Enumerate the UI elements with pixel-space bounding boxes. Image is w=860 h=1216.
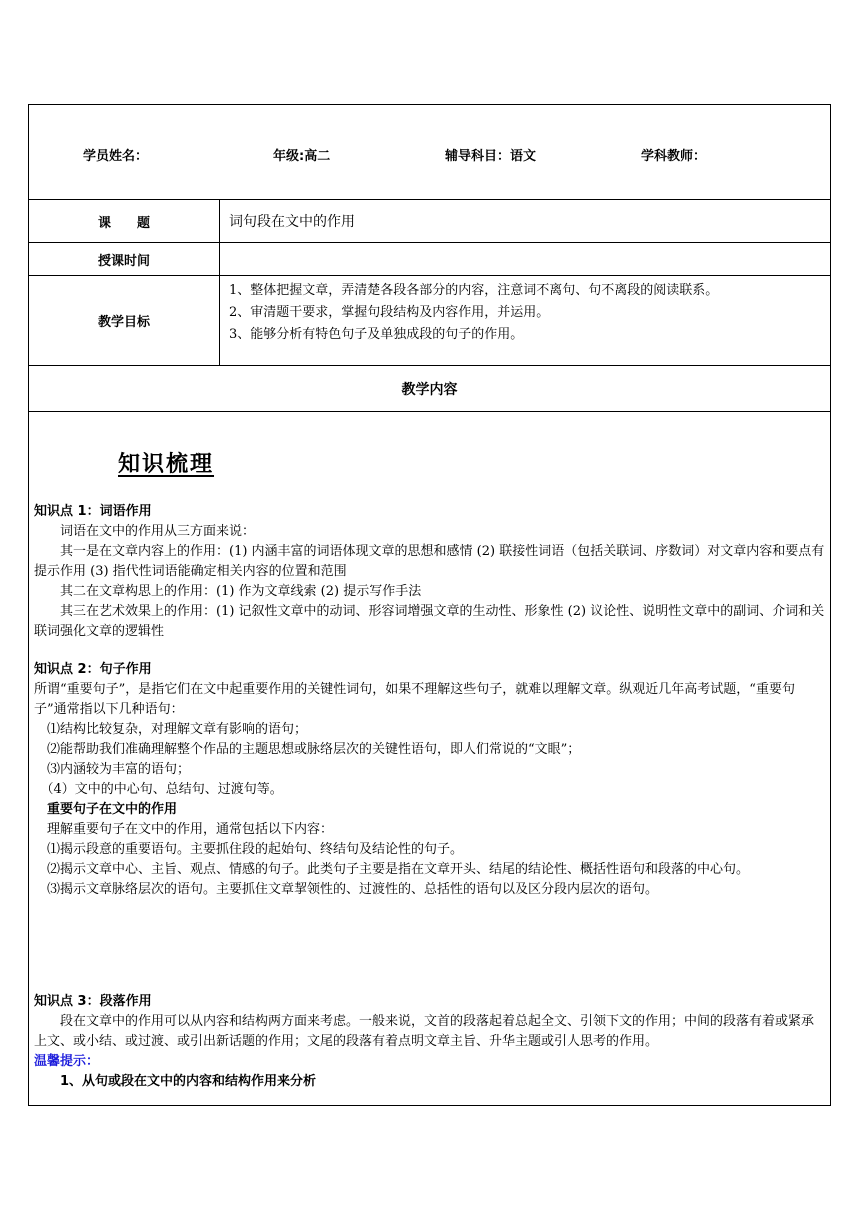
teacher-label: 学科教师：	[641, 149, 707, 164]
knowledge-point-1	[34, 502, 825, 642]
time-value	[220, 243, 830, 275]
paragraph: 其二在文章构思上的作用：(1) 作为文章线索 (2) 提示写作手法	[34, 584, 422, 599]
paragraph: ⑴结构比较复杂，对理解文章有影响的语句；	[34, 722, 308, 737]
content-header: 教学内容	[29, 366, 830, 412]
knowledge-point-3	[34, 992, 825, 1092]
paragraph: 段在文章中的作用可以从内容和结构两方面来考虑。一般来说，文首的段落起着总起全文、引领下文的作用；中间的段落有着或紧承上文、或小结、或过渡、或引出新话题的作用；文尾的段落有着点明文章主旨、升华主题或引人思考的作用。	[34, 1014, 815, 1049]
k1-heading: 知识点 1：词语作用	[34, 504, 152, 519]
knowledge-point-2	[34, 660, 825, 900]
k2-subheading: 重要句子在文中的作用	[34, 802, 178, 817]
section-title: 知识梳理	[118, 451, 215, 477]
time-label: 授课时间	[29, 243, 220, 275]
lesson-sheet	[28, 104, 831, 1106]
paragraph: ⑴揭示段意的重要语句。主要抓住段的起始句、终结句及结论性的句子。	[34, 842, 464, 857]
paragraph: ⑵揭示文章中心、主旨、观点、情感的句子。此类句子主要是指在文章开头、结尾的结论性、概括性语句和段落的中心句。	[34, 862, 750, 877]
paragraph: 其三在艺术效果上的作用：(1) 记叙性文章中的动词、形容词增强文章的生动性、形象性 (2) 议论性、说明性文章中的副词、介词和关联词强化文章的逻辑性	[34, 604, 825, 639]
content-body	[29, 412, 830, 1105]
paragraph: 词语在文中的作用从三方面来说：	[34, 524, 256, 539]
goal-item: 2、审清题干要求，掌握句段结构及内容作用，并运用。	[229, 305, 550, 320]
paragraph: 理解重要句子在文中的作用，通常包括以下内容：	[34, 822, 334, 837]
tip-line: 1、从句或段在文中的内容和结构作用来分析	[34, 1074, 317, 1089]
goal-list	[220, 276, 830, 365]
topic-row	[29, 200, 830, 243]
grade-label: 年级:高二	[273, 149, 331, 164]
topic-value: 词句段在文中的作用	[229, 214, 355, 230]
header-row	[29, 105, 830, 200]
paragraph: （4）文中的中心句、总结句、过渡句等。	[34, 782, 283, 797]
paragraph: ⑶内涵较为丰富的语句；	[34, 762, 191, 777]
k2-heading: 知识点 2：句子作用	[34, 662, 152, 677]
student-name-label: 学员姓名：	[83, 149, 149, 164]
goal-row	[29, 276, 830, 366]
paragraph: ⑶揭示文章脉络层次的语句。主要抓住文章挈领性的、过渡性的、总括性的语句以及区分段内层次的语句。	[34, 882, 659, 897]
k3-heading: 知识点 3：段落作用	[34, 994, 152, 1009]
subject-label: 辅导科目：语文	[445, 149, 537, 164]
topic-label: 课 题	[29, 200, 220, 242]
goal-item: 1、整体把握文章，弄清楚各段各部分的内容，注意词不离句、句不离段的阅读联系。	[229, 283, 719, 298]
tip-label: 温馨提示：	[34, 1054, 100, 1069]
paragraph: 所谓“重要句子”，是指它们在文中起重要作用的关键性词句，如果不理解这些句子，就难以理解文章。纵观近几年高考试题，“重要句子”通常指以下几种语句：	[34, 682, 795, 717]
goal-label: 教学目标	[29, 276, 220, 365]
paragraph: 其一是在文章内容上的作用：(1) 内涵丰富的词语体现文章的思想和感情 (2) 联接性词语（包括关联词、序数词）对文章内容和要点有提示作用 (3) 指代性词语能确定相关内容的位置和范围	[34, 544, 825, 579]
goal-item: 3、能够分析有特色句子及单独成段的句子的作用。	[229, 327, 524, 342]
paragraph: ⑵能帮助我们准确理解整个作品的主题思想或脉络层次的关键性语句，即人们常说的“文眼”；	[34, 742, 581, 757]
time-row	[29, 243, 830, 276]
